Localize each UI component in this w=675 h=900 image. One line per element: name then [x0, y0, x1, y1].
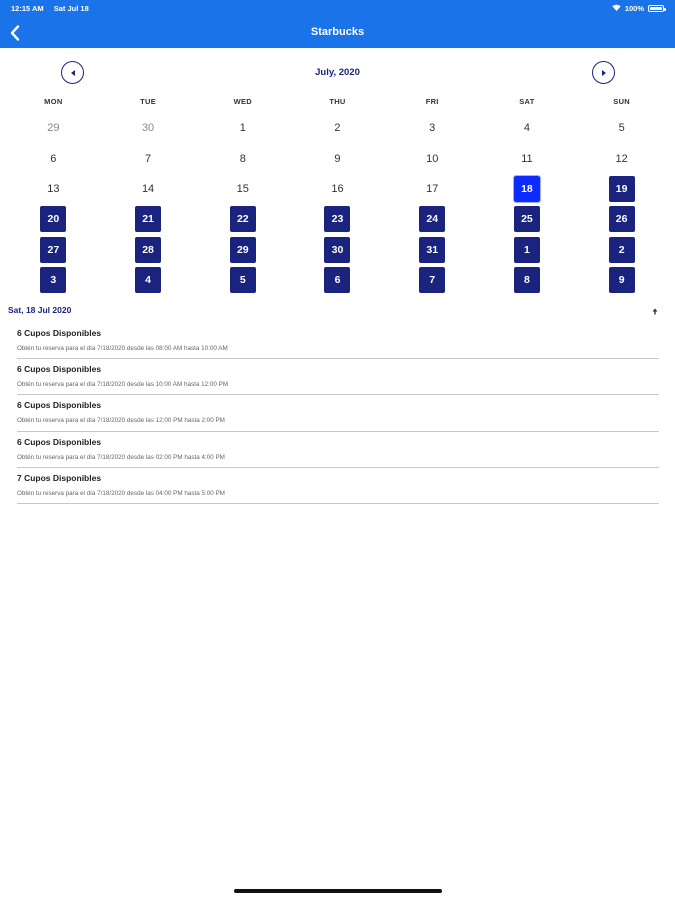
calendar-day-number: 12 [615, 152, 628, 165]
calendar-day [6, 174, 101, 204]
time-slot-item[interactable] [17, 323, 659, 359]
calendar-day-number: 1 [514, 237, 540, 263]
calendar-day-number: 26 [609, 206, 635, 232]
calendar-day-available[interactable] [290, 204, 385, 234]
calendar-day-number: 15 [236, 182, 249, 195]
calendar-day-available[interactable] [574, 204, 669, 234]
calendar-day-number: 9 [609, 267, 635, 293]
calendar-day-number: 22 [230, 206, 256, 232]
calendar-day [290, 143, 385, 173]
calendar-day [385, 174, 480, 204]
status-time: 12:15 AM [11, 4, 44, 13]
calendar-day-number: 30 [141, 122, 155, 135]
status-date: Sat Jul 18 [53, 4, 89, 13]
calendar-day-available[interactable] [195, 204, 290, 234]
calendar-day-number: 4 [135, 267, 161, 293]
weekday-label: FRI [425, 97, 439, 106]
time-slot-list [17, 323, 659, 504]
calendar-day [574, 143, 669, 173]
slot-description: Obtén tu reserva para el día 7/18/2020 desde las 12:00 PM hasta 2:00 PM [17, 417, 225, 425]
weekday-label: TUE [140, 97, 157, 106]
calendar-day [480, 113, 575, 143]
calendar-day-available[interactable] [385, 235, 480, 265]
calendar-day-number: 28 [135, 237, 161, 263]
calendar-day-number: 13 [47, 182, 60, 195]
calendar-day [480, 143, 575, 173]
calendar-day-number: 20 [40, 206, 66, 232]
calendar-day-number: 10 [426, 152, 439, 165]
calendar-day-available[interactable] [6, 265, 101, 295]
calendar-day-available[interactable] [290, 235, 385, 265]
status-right [612, 4, 664, 13]
calendar-day [101, 174, 196, 204]
calendar-day-number: 31 [419, 237, 445, 263]
battery-level [650, 7, 662, 10]
slot-title: 6 Cupos Disponibles [17, 328, 102, 338]
calendar-day-number: 16 [331, 182, 344, 195]
calendar-day-available[interactable] [101, 235, 196, 265]
calendar-day-available[interactable] [574, 174, 669, 204]
calendar-day-available[interactable] [195, 235, 290, 265]
calendar-day-number: 5 [230, 267, 256, 293]
slot-title: 6 Cupos Disponibles [17, 364, 102, 375]
battery-percent: 100% [624, 4, 644, 13]
calendar-day-number: 29 [47, 122, 60, 135]
time-slot-item[interactable] [17, 432, 659, 468]
next-month-button[interactable] [592, 61, 615, 84]
calendar-day-number: 1 [239, 122, 246, 135]
calendar-day-number: 7 [419, 267, 445, 293]
slot-description: Obtén tu reserva para el día 7/18/2020 desde las 10:00 AM hasta 12:00 PM [17, 381, 229, 389]
slot-title: 6 Cupos Disponibles [17, 400, 102, 411]
weekday-label: MON [44, 97, 63, 106]
weekday-label: SAT [519, 97, 535, 106]
calendar-day-available[interactable] [290, 265, 385, 295]
battery-icon [648, 5, 664, 12]
calendar-day-number: 30 [324, 237, 350, 263]
slot-description: Obtén tu reserva para el día 7/18/2020 desde las 02:00 PM hasta 4:00 PM [17, 453, 225, 461]
weekday-label: WED [233, 97, 252, 106]
weekday-label: SUN [613, 97, 631, 106]
calendar-day-number: 5 [618, 122, 625, 135]
calendar-day [195, 143, 290, 173]
collapse-button[interactable] [648, 305, 662, 317]
status-bar [0, 0, 675, 18]
wifi-icon [612, 4, 621, 13]
calendar-day-number: 17 [426, 182, 439, 195]
arrow-up-icon [652, 308, 658, 315]
calendar-day-number: 19 [609, 176, 635, 202]
calendar-day [6, 143, 101, 173]
calendar-day-available[interactable] [385, 265, 480, 295]
calendar-day [385, 113, 480, 143]
slot-description: Obtén tu reserva para el día 7/18/2020 desde las 08:00 AM hasta 10:00 AM [17, 345, 228, 352]
triangle-right-icon [600, 69, 608, 77]
calendar-day-number: 3 [429, 122, 436, 135]
calendar-day-available[interactable] [480, 235, 575, 265]
slot-description: Obtén tu reserva para el día 7/18/2020 desde las 04:00 PM hasta 5:00 PM [17, 489, 225, 497]
calendar-day-number: 7 [145, 152, 152, 165]
calendar-day-available[interactable] [480, 265, 575, 295]
calendar-day [101, 113, 196, 143]
calendar-day-available[interactable] [6, 235, 101, 265]
calendar-day-available[interactable] [101, 204, 196, 234]
page-title: Starbucks [310, 26, 365, 38]
calendar-day-number: 25 [514, 206, 540, 232]
calendar-day-available[interactable] [101, 265, 196, 295]
navigation-bar [0, 18, 675, 48]
time-slot-item[interactable] [17, 359, 659, 395]
month-label: July, 2020 [315, 67, 360, 78]
home-indicator[interactable] [234, 889, 442, 893]
calendar-day-number: 29 [230, 237, 256, 263]
calendar-day-available[interactable] [385, 204, 480, 234]
status-left [11, 4, 97, 13]
calendar-day-available[interactable] [6, 204, 101, 234]
weekday-label: THU [329, 97, 346, 106]
calendar-day [101, 143, 196, 173]
calendar-day [6, 113, 101, 143]
calendar-day-number: 18 [514, 176, 540, 202]
calendar-day-number: 8 [239, 152, 246, 165]
month-header [0, 60, 675, 86]
calendar-day-number: 11 [521, 152, 533, 165]
slot-title: 7 Cupos Disponibles [17, 472, 102, 483]
calendar-day-number: 6 [50, 152, 57, 165]
calendar-day-number: 2 [609, 237, 635, 263]
calendar-day-number: 27 [40, 237, 66, 263]
calendar-day [574, 113, 669, 143]
calendar-day-available[interactable] [195, 265, 290, 295]
calendar-grid [6, 113, 669, 295]
calendar-day-available[interactable] [574, 235, 669, 265]
calendar-day-available[interactable] [574, 265, 669, 295]
calendar-day [195, 113, 290, 143]
calendar-day-available[interactable] [480, 204, 575, 234]
calendar-day [385, 143, 480, 173]
calendar-day-number: 3 [40, 267, 66, 293]
calendar-day [290, 174, 385, 204]
calendar-day [195, 174, 290, 204]
slot-title: 6 Cupos Disponibles [17, 436, 102, 447]
calendar-day [290, 113, 385, 143]
calendar-day-number: 21 [135, 206, 161, 232]
weekday-header [6, 97, 669, 106]
calendar-day-number: 14 [141, 182, 155, 195]
selected-date-label: Sat, 18 Jul 2020 [8, 305, 72, 315]
calendar-day-selected[interactable] [480, 174, 575, 204]
calendar-day-number: 23 [324, 206, 350, 232]
calendar-day-number: 4 [523, 122, 530, 135]
time-slot-item[interactable] [17, 468, 659, 504]
calendar-day-number: 6 [324, 267, 350, 293]
calendar-day-number: 2 [334, 122, 341, 135]
calendar-day-number: 24 [419, 206, 445, 232]
time-slot-item[interactable] [17, 395, 659, 431]
selected-date-header [0, 302, 675, 320]
calendar-day-number: 8 [514, 267, 540, 293]
calendar-day-number: 9 [334, 152, 341, 165]
